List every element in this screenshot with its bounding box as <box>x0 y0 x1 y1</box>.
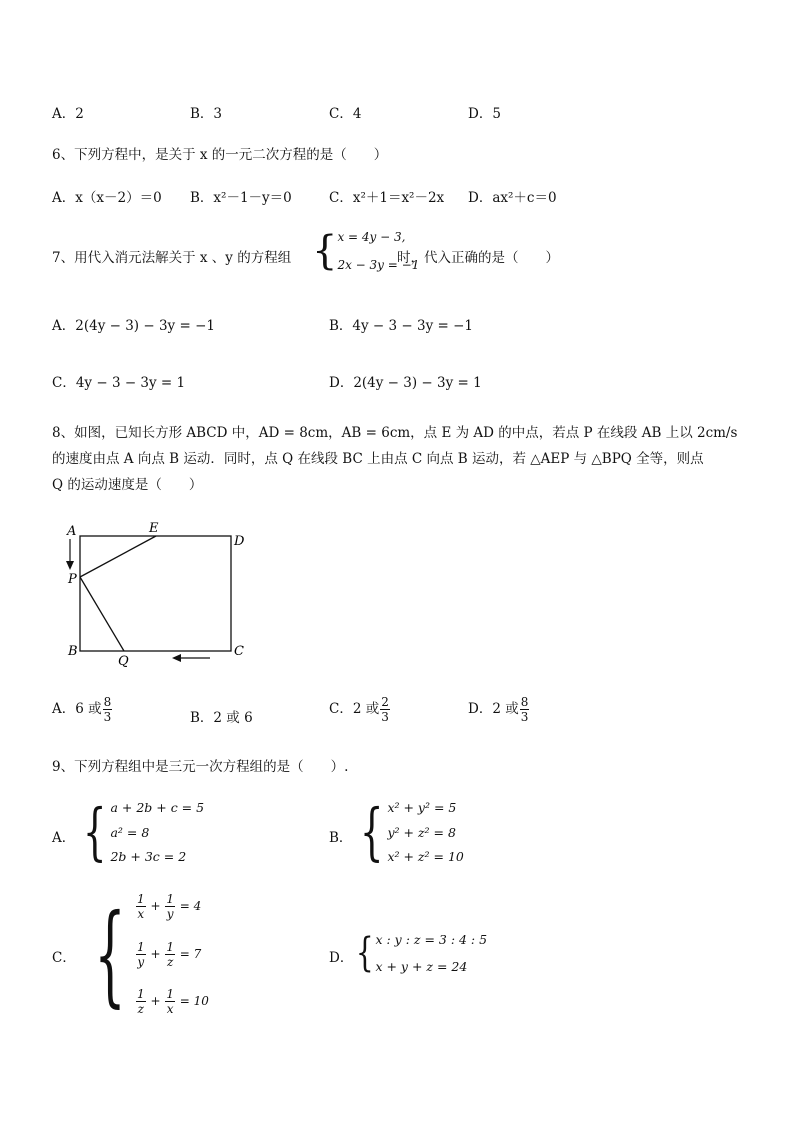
q6-option-b: B．x²－1－y＝0 <box>190 190 292 206</box>
segment-pe <box>80 536 156 577</box>
q6-option-d: D．ax²＋c＝0 <box>468 190 557 206</box>
q9-stem: 9、下列方程组中是三元一次方程组的是（ ）. <box>52 759 349 775</box>
q9-b-equation-3: x² + z² = 10 <box>387 849 464 864</box>
fraction-8-3: $\frac{8}{3}$ <box>103 695 112 724</box>
q6-option-a: A．x（x－2）＝0 <box>52 190 162 206</box>
label-d: D <box>234 534 245 549</box>
q8-stem-line-3: Q 的运动速度是（ ） <box>52 477 203 493</box>
left-brace-icon: { <box>359 795 384 868</box>
q9-option-a-label: A． <box>52 830 76 846</box>
q9-option-c-system <box>75 890 209 1018</box>
q9-option-a-system <box>75 795 205 868</box>
q8-rectangle-figure <box>60 515 260 675</box>
q9-option-d-label: D． <box>329 950 354 966</box>
label-p: P <box>68 572 77 587</box>
q9-a-equation-3: 2b + 3c = 2 <box>110 849 187 864</box>
label-c: C <box>234 644 244 659</box>
q8-option-c: C．2 或 $\frac{2}{3}$ <box>329 695 389 724</box>
q9-option-b-label: B． <box>329 830 353 846</box>
label-a: A <box>67 524 77 539</box>
q9-b-equation-1: x² + y² = 5 <box>387 800 457 815</box>
q8-stem-line-2: 的速度由点 A 向点 B 运动．同时，点 Q 在线段 BC 上由点 C 向点 B 运动，若 △AEP 与 △BPQ 全等，则点 <box>52 451 704 467</box>
left-brace-icon: { <box>312 228 338 274</box>
q9-c-equation-1: $\frac{1}{x}$ + $\frac{1}{y}$ = 4 <box>137 892 202 921</box>
q9-a-equation-2: a² = 8 <box>110 824 150 840</box>
q9-d-equation-1: x : y : z = 3 : 4 : 5 <box>375 932 488 947</box>
fraction-2-3: $\frac{2}{3}$ <box>381 695 389 724</box>
q8-stem-line-1: 8、如图，已知长方形 ABCD 中，AD = 8cm，AB = 6cm，点 E 为 AD 的中点，若点 P 在线段 AB 上以 2cm/s <box>52 425 738 441</box>
q5-option-d: D．5 <box>468 106 501 122</box>
q9-b-equation-2: y² + z² = 8 <box>387 824 456 840</box>
q6-stem: 6、下列方程中，是关于 x 的一元二次方程的是（ ） <box>52 147 388 163</box>
q7-stem-start: 7、用代入消元法解关于 x 、y 的方程组 <box>52 250 292 266</box>
fraction-8-3: $\frac{8}{3}$ <box>520 695 529 724</box>
q5-option-a: A．2 <box>52 106 84 122</box>
q5-option-b: B．3 <box>190 106 223 122</box>
left-brace-icon: { <box>82 795 107 868</box>
q5-option-c: C．4 <box>329 106 362 122</box>
q7-option-d: D．2(4y − 3) − 3y = 1 <box>329 375 482 391</box>
q6-option-c: C．x²＋1＝x²－2x <box>329 190 445 206</box>
arrow-left-icon <box>172 654 181 662</box>
arrow-down-icon <box>66 561 74 570</box>
left-brace-icon: { <box>355 930 374 976</box>
q9-a-equation-1: a + 2b + c = 5 <box>110 800 205 815</box>
q9-option-b-system <box>352 795 464 868</box>
label-e: E <box>149 521 159 536</box>
q9-c-equation-2: $\frac{1}{y}$ + $\frac{1}{z}$ = 7 <box>137 939 202 969</box>
q9-option-d-system <box>352 932 487 974</box>
left-brace-icon: { <box>94 890 126 1018</box>
rectangle-abcd <box>80 536 231 651</box>
q8-option-b: B．2 或 6 <box>190 710 253 726</box>
q8-option-d: D．2 或 $\frac{8}{3}$ <box>468 695 529 724</box>
q7-stem-end: 时，代入正确的是（ ） <box>397 250 559 266</box>
q7-equation-1: x = 4y − 3, <box>337 230 406 244</box>
q7-option-c: C．4y − 3 − 3y = 1 <box>52 375 186 391</box>
segment-pq <box>80 577 124 651</box>
label-b: B <box>68 644 78 659</box>
q9-option-c-label: C． <box>52 950 76 966</box>
q7-equation-2: 2x − 3y = −1 <box>337 258 420 272</box>
q7-option-a: A．2(4y − 3) − 3y = −1 <box>52 318 215 334</box>
q8-option-a: A．6 或 $\frac{8}{3}$ <box>52 695 112 724</box>
label-q: Q <box>118 654 129 669</box>
q7-option-b: B．4y − 3 − 3y = −1 <box>329 318 474 334</box>
q9-c-equation-3: $\frac{1}{z}$ + $\frac{1}{x}$ = 10 <box>137 987 209 1016</box>
q9-d-equation-2: x + y + z = 24 <box>375 959 468 974</box>
